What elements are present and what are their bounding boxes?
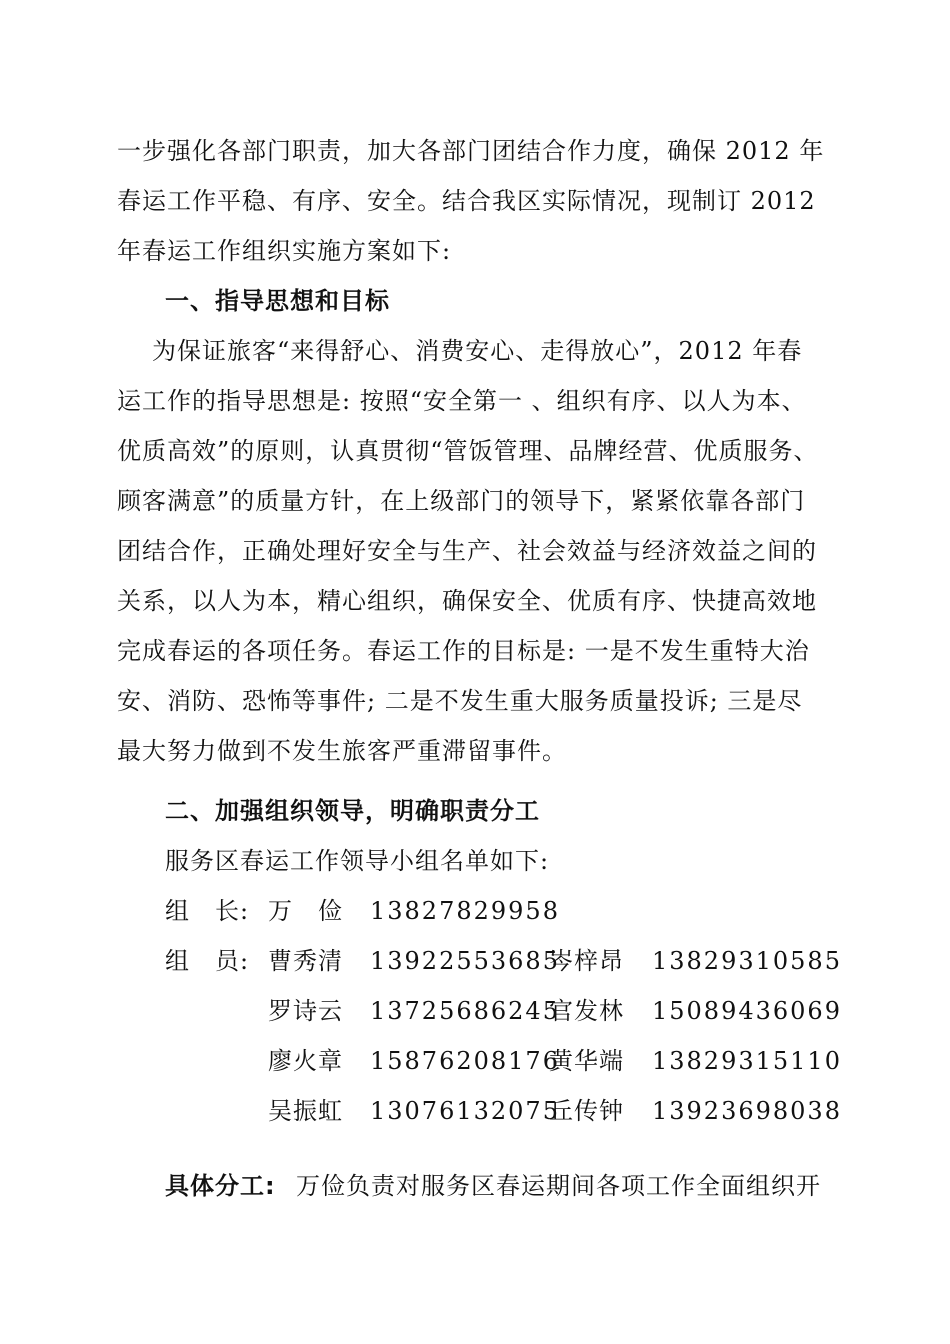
member-name: 丘传钟 <box>549 1097 624 1125</box>
member-phone: 13922553685 <box>370 947 560 975</box>
intro-line-2: 春运工作平稳、有序、安全。结合我区实际情况，现制订 2012 <box>117 187 816 215</box>
members-label: 组 员: <box>165 947 250 975</box>
section2-heading: 二、加强组织领导，明确职责分工 <box>165 797 540 825</box>
member-name: 罗诗云 <box>268 997 343 1025</box>
division-label: 具体分工: <box>165 1172 276 1200</box>
member-phone: 15876208176 <box>370 1047 560 1075</box>
section1-line-4: 顾客满意”的质量方针，在上级部门的领导下，紧紧依靠各部门 <box>117 487 806 515</box>
leader-name: 万 俭 <box>268 897 343 925</box>
division-text: 万俭负责对服务区春运期间各项工作全面组织开 <box>296 1172 821 1200</box>
member-name: 官发林 <box>549 997 624 1025</box>
section1-line-2: 运工作的指导思想是: 按照“安全第一 、组织有序、以人为本、 <box>117 387 807 415</box>
section2-intro: 服务区春运工作领导小组名单如下: <box>165 847 550 875</box>
section1-line-5: 团结合作，正确处理好安全与生产、社会效益与经济效益之间的 <box>117 537 817 565</box>
member-phone: 13725686245 <box>370 997 560 1025</box>
member-name: 黄华端 <box>549 1047 624 1075</box>
section1-line-9: 最大努力做到不发生旅客严重滞留事件。 <box>117 737 567 765</box>
intro-line-1: 一步强化各部门职责，加大各部门团结合作力度，确保 2012 年 <box>117 137 825 165</box>
member-phone: 15089436069 <box>652 997 842 1025</box>
member-name: 廖火章 <box>268 1047 343 1075</box>
member-phone: 13923698038 <box>652 1097 842 1125</box>
member-name: 曹秀清 <box>268 947 343 975</box>
section1-line-3: 优质高效”的原则，认真贯彻“管饭管理、品牌经营、优质服务、 <box>117 437 819 465</box>
member-name: 吴振虹 <box>268 1097 343 1125</box>
intro-line-3: 年春运工作组织实施方案如下: <box>117 237 452 265</box>
section1-heading: 一、指导思想和目标 <box>165 287 390 315</box>
leader-phone: 13827829958 <box>370 897 560 925</box>
section1-line-7: 完成春运的各项任务。春运工作的目标是: 一是不发生重特大治 <box>117 637 810 665</box>
member-name: 岑梓昂 <box>549 947 624 975</box>
member-phone: 13829310585 <box>652 947 842 975</box>
leader-label: 组 长: <box>165 897 250 925</box>
section1-line-6: 关系，以人为本，精心组织，确保安全、优质有序、快捷高效地 <box>117 587 817 615</box>
member-phone: 13829315110 <box>652 1047 842 1075</box>
member-phone: 13076132075 <box>370 1097 560 1125</box>
section1-line-8: 安、消防、恐怖等事件; 二是不发生重大服务质量投诉; 三是尽 <box>117 687 803 715</box>
section1-line-1: 为保证旅客“来得舒心、消费安心、走得放心”，2012 年春 <box>152 337 803 365</box>
